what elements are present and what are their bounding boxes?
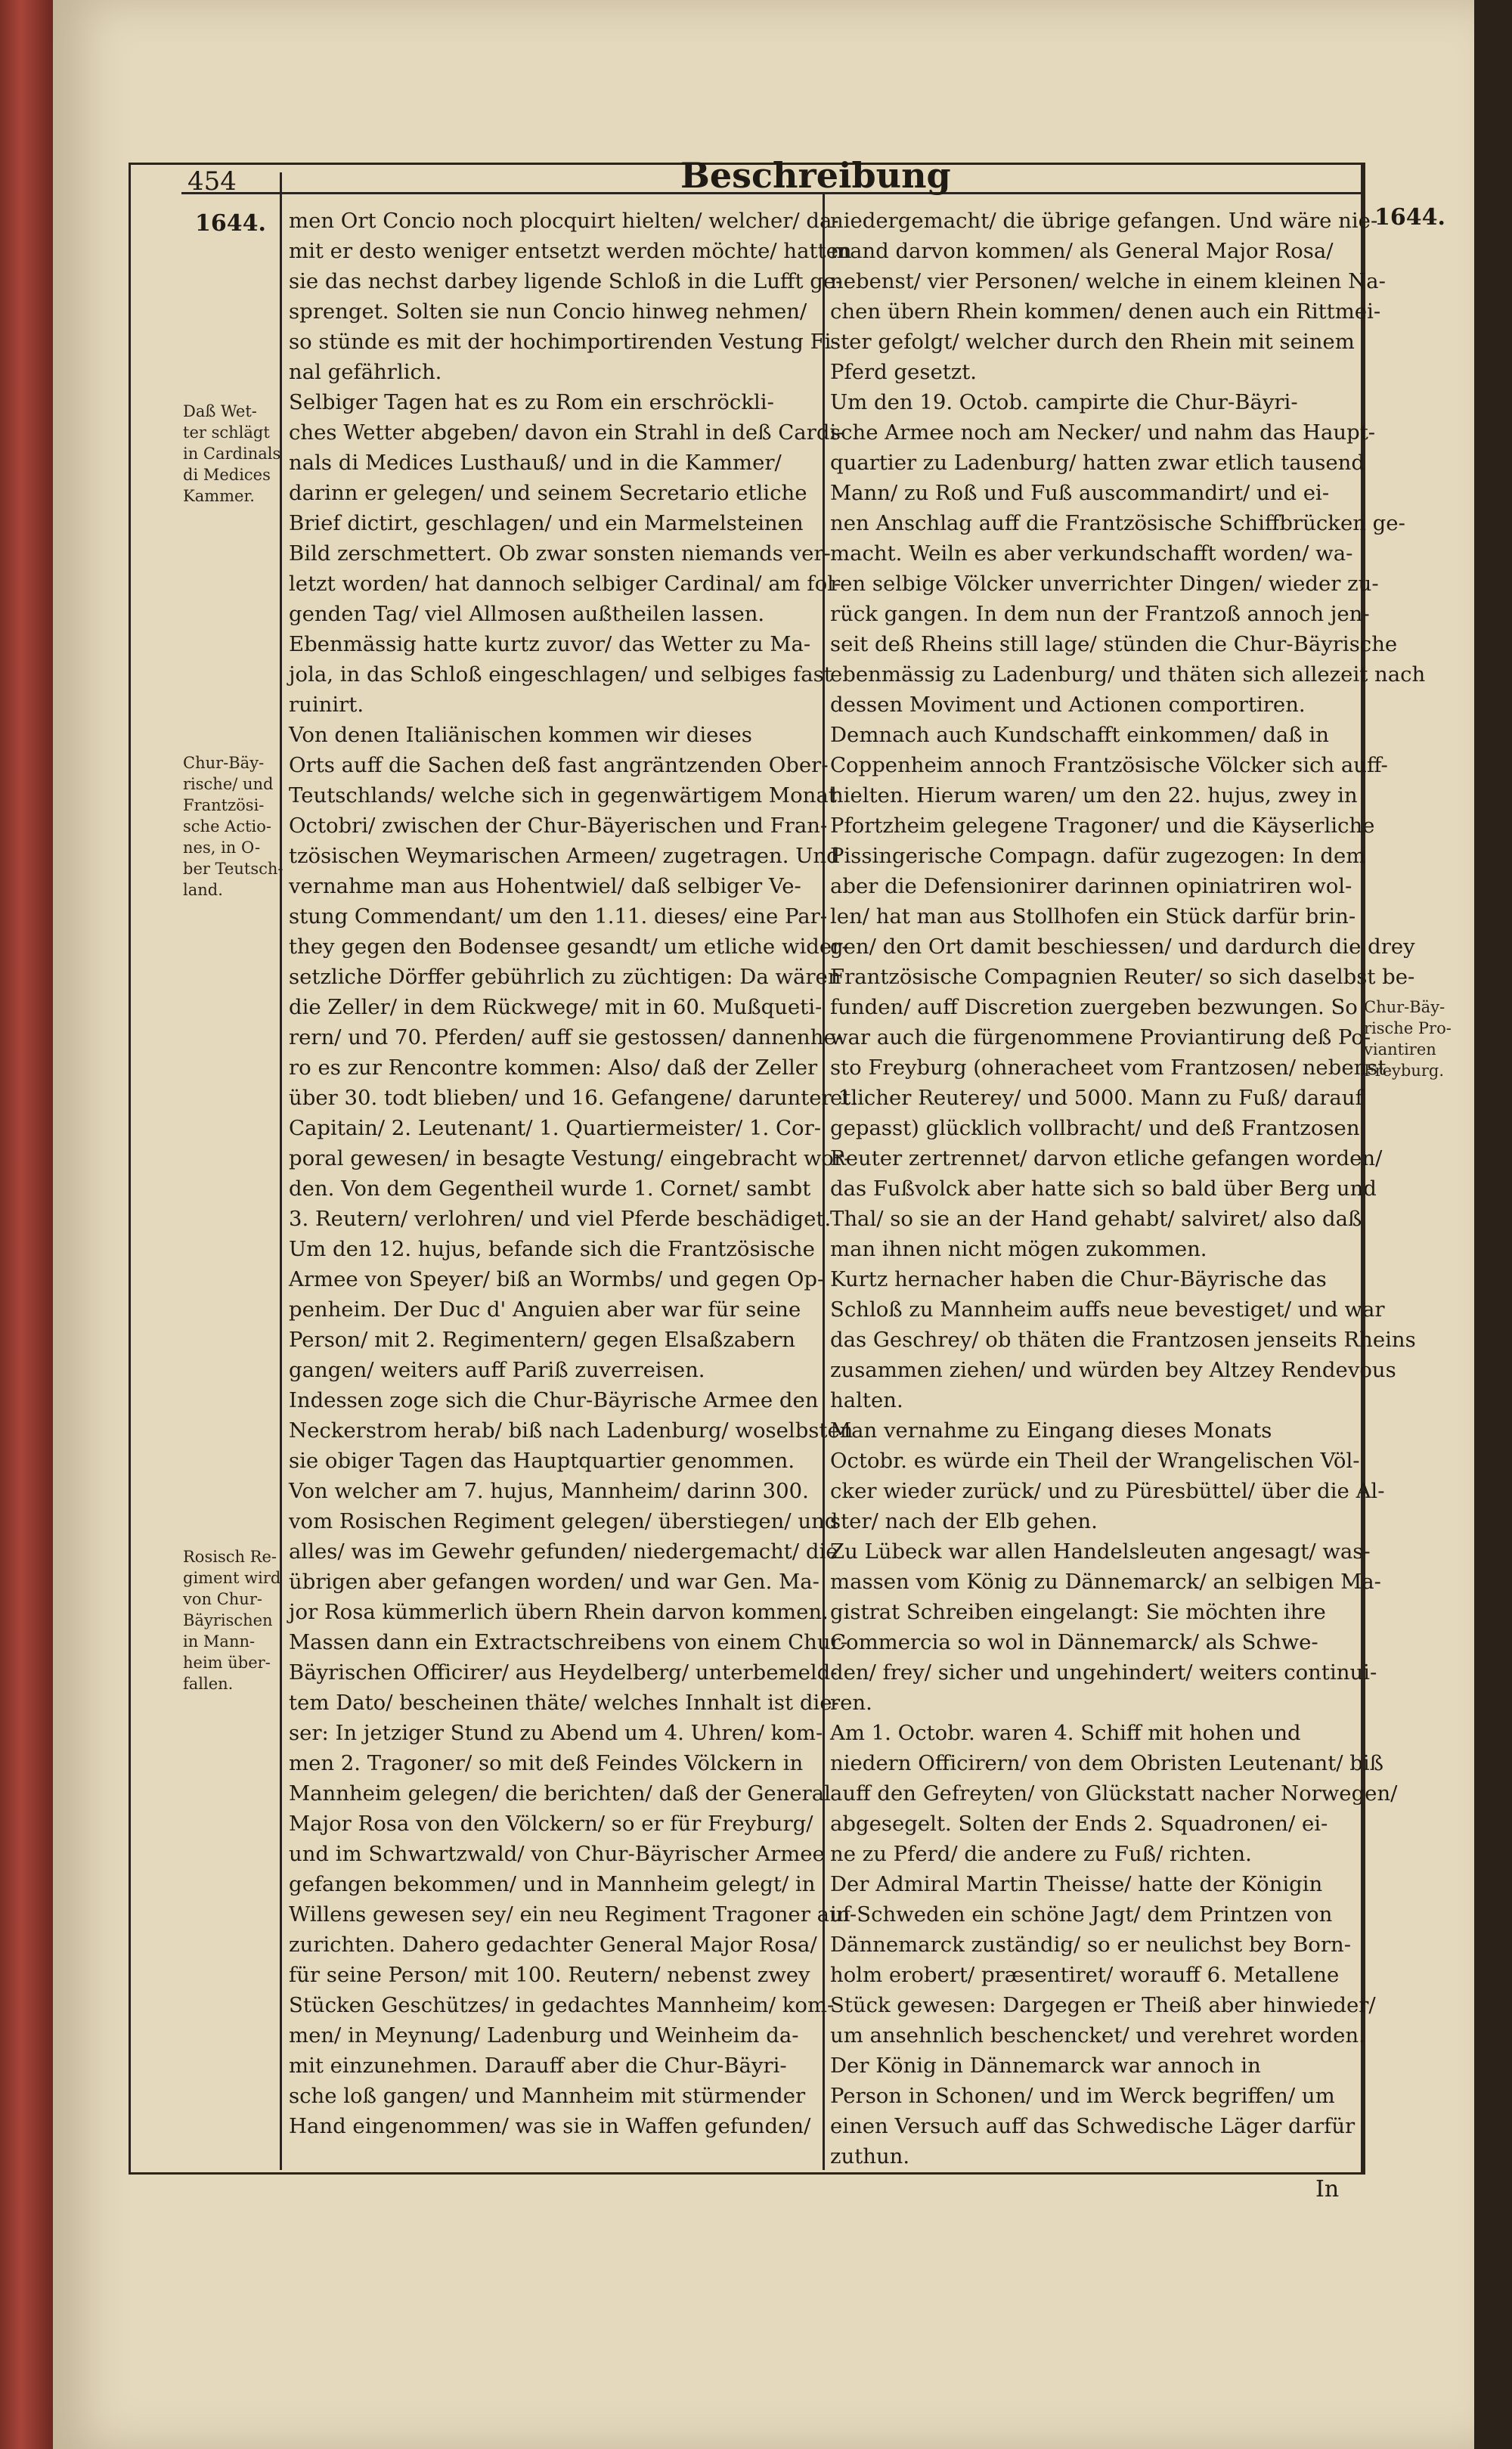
text-line: 3. Reutern/ verlohren/ und viel Pferde beschädiget. [289, 1207, 832, 1231]
text-line: Bild zerschmettert. Ob zwar sonsten niemands ver- [289, 541, 831, 566]
text-line: sie das nechst darbey ligende Schloß in die Lufft ge- [289, 269, 843, 293]
text-line: Pissingerische Compagn. dafür zugezogen: In dem [830, 844, 1366, 868]
text-line: darinn er gelegen/ und seinem Secretario etliche [289, 481, 807, 505]
text-line: len/ hat man aus Stollhofen ein Stück darfür brin- [830, 904, 1356, 928]
text-line: das Fußvolck aber hatte sich so bald über Berg und [830, 1176, 1377, 1201]
book-spine-edge [0, 0, 53, 2449]
text-line: rern/ und 70. Pferden/ auff sie gestossen/ dannenhe- [289, 1025, 844, 1049]
text-line: Teutschlands/ welche sich in gegenwärtigem Monat [289, 783, 837, 808]
text-line: Massen dann ein Extractschreibens von einem Chur- [289, 1630, 848, 1654]
text-line: sche Armee noch am Necker/ und nahm das Haupt- [830, 420, 1376, 445]
text-line: Schloß zu Mannheim auffs neue bevestiget/ und war [830, 1297, 1385, 1322]
text-line: in Schweden ein schöne Jagt/ dem Printzen von [830, 1902, 1333, 1927]
text-line: Thal/ so sie an der Hand gehabt/ salviret/ also daß [830, 1207, 1362, 1231]
margin-note-freyburg: Chur-Bäy- rische Pro- viantiren Freyburg. [1364, 998, 1452, 1080]
text-line: ebenmässig zu Ladenburg/ und thäten sich allezeit nach [830, 662, 1426, 687]
text-line: zuthun. [830, 2144, 910, 2168]
text-line: und im Schwartzwald/ von Chur-Bäyrischer Armee [289, 1842, 825, 1866]
text-line: nals di Medices Lusthauß/ und in die Kammer/ [289, 451, 782, 475]
text-line: penheim. Der Duc d' Anguien aber war für seine [289, 1297, 801, 1322]
text-line: gen/ den Ort damit beschiessen/ und dardurch die drey [830, 935, 1415, 959]
text-line: sprenget. Solten sie nun Concio hinweg nehmen/ [289, 299, 807, 324]
text-line: nen Anschlag auff die Frantzösische Schiffbrücken ge- [830, 511, 1405, 535]
text-line: Am 1. Octobr. waren 4. Schiff mit hohen und [830, 1721, 1301, 1745]
text-line: etlicher Reuterey/ und 5000. Mann zu Fuß/ darauf [830, 1086, 1363, 1110]
text-line: Von welcher am 7. hujus, Mannheim/ darinn 300. [289, 1479, 809, 1503]
text-line: ser: In jetziger Stund zu Abend um 4. Uhren/ kom- [289, 1721, 823, 1745]
text-line: seit deß Rheins still lage/ stünden die Chur-Bäyrische [830, 632, 1398, 656]
book-right-edge [1474, 0, 1512, 2449]
text-line: Ebenmässig hatte kurtz zuvor/ das Wetter zu Ma- [289, 632, 811, 656]
text-line: zusammen ziehen/ und würden bey Altzey Rendevous [830, 1358, 1396, 1382]
text-line: poral gewesen/ in besagte Vestung/ eingebracht wor- [289, 1146, 851, 1170]
text-line: ren. [830, 1691, 872, 1715]
text-line: hielten. Hierum waren/ um den 22. hujus, zwey in [830, 783, 1358, 808]
text-line: vom Rosischen Regiment gelegen/ überstiegen/ und [289, 1509, 838, 1533]
text-line: cker wieder zurück/ und zu Püresbüttel/ über die Al- [830, 1479, 1385, 1503]
text-line: Selbiger Tagen hat es zu Rom ein erschröckli- [289, 390, 774, 414]
text-line: Frantzösische Compagnien Reuter/ so sich daselbst be- [830, 965, 1415, 989]
text-line: den/ frey/ sicher und ungehindert/ weiters continui- [830, 1660, 1377, 1685]
text-line: nal gefährlich. [289, 360, 442, 384]
text-line: Von denen Italiänischen kommen wir dieses [289, 723, 752, 747]
text-line: mit er desto weniger entsetzt werden möchte/ hatten [289, 239, 852, 263]
text-line: men 2. Tragoner/ so mit deß Feindes Völckern in [289, 1751, 804, 1775]
running-title: Beschreibung [680, 155, 951, 196]
text-line: massen vom König zu Dännemarck/ an selbigen Ma- [830, 1570, 1381, 1594]
text-line: ster/ nach der Elb gehen. [830, 1509, 1098, 1533]
page-number: 454 [187, 166, 237, 197]
text-line: Indessen zoge sich die Chur-Bäyrische Armee den [289, 1388, 819, 1412]
text-line: sto Freyburg (ohneracheet vom Frantzosen/ nebenst [830, 1056, 1387, 1080]
text-line: niedergemacht/ die übrige gefangen. Und wäre nie- [830, 209, 1378, 233]
year-left: 1644. [195, 210, 266, 237]
text-line: über 30. todt blieben/ und 16. Gefangene/ darunter 1. [289, 1086, 858, 1110]
text-line: men Ort Concio noch plocquirt hielten/ welcher/ da- [289, 209, 839, 233]
text-line: gepasst) glücklich vollbracht/ und deß Frantzosen [830, 1116, 1360, 1140]
text-line: ren selbige Völcker unverrichter Dingen/ wieder zu- [830, 572, 1379, 596]
text-line: quartier zu Ladenburg/ hatten zwar etlich tausend [830, 451, 1365, 475]
text-line: Person/ mit 2. Regimentern/ gegen Elsaßzabern [289, 1328, 795, 1352]
text-line: mand darvon kommen/ als General Major Rosa/ [830, 239, 1334, 263]
text-line: Hand eingenommen/ was sie in Waffen gefunden/ [289, 2114, 811, 2138]
text-line: zurichten. Dahero gedachter General Major Rosa/ [289, 1933, 817, 1957]
text-line: jor Rosa kümmerlich übern Rhein darvon kommen. [289, 1600, 829, 1624]
text-line: Reuter zertrennet/ darvon etliche gefangen worden/ [830, 1146, 1383, 1170]
text-line: übrigen aber gefangen worden/ und war Gen. Ma- [289, 1570, 820, 1594]
text-line: Capitain/ 2. Leutenant/ 1. Quartiermeister/ 1. Cor- [289, 1116, 822, 1140]
text-line: Mann/ zu Roß und Fuß auscommandirt/ und ei- [830, 481, 1330, 505]
text-line: funden/ auff Discretion zuergeben bezwungen. So [830, 995, 1358, 1019]
text-line: Octobri/ zwischen der Chur-Bäyerischen und Fran- [289, 814, 828, 838]
text-line: Mannheim gelegen/ die berichten/ daß der General [289, 1781, 831, 1806]
text-line: tem Dato/ bescheinen thäte/ welches Innhalt ist die- [289, 1691, 839, 1715]
text-line: das Geschrey/ ob thäten die Frantzosen jenseits Rheins [830, 1328, 1416, 1352]
text-line: setzliche Dörffer gebührlich zu züchtigen: Da wären [289, 965, 841, 989]
text-line: tzösischen Weymarischen Armeen/ zugetragen. Und [289, 844, 840, 868]
text-line: ches Wetter abgeben/ davon ein Strahl in deß Cardi- [289, 420, 844, 445]
text-line: ruinirt. [289, 693, 364, 717]
text-line: vernahme man aus Hohentwiel/ daß selbiger Ve- [289, 874, 801, 898]
text-line: ro es zur Rencontre kommen: Also/ daß der Zeller [289, 1056, 818, 1080]
left-column [289, 206, 858, 2141]
text-line: auff den Gefreyten/ von Glückstatt nacher Norwegen/ [830, 1781, 1398, 1806]
text-line: Commercia so wol in Dännemarck/ als Schwe- [830, 1630, 1318, 1654]
text-line: letzt worden/ hat dannoch selbiger Cardinal/ am fol- [289, 572, 841, 596]
text-line: Kurtz hernacher haben die Chur-Bäyrische das [830, 1267, 1327, 1291]
text-line: Zu Lübeck war allen Handelsleuten angesagt/ was- [830, 1539, 1371, 1564]
text-line: Brief dictirt, geschlagen/ und ein Marmelsteinen [289, 511, 804, 535]
text-line: gefangen bekommen/ und in Mannheim gelegt/ in [289, 1872, 816, 1896]
text-line: um ansehnlich beschencket/ und verehret worden. [830, 2023, 1365, 2048]
text-line: men/ in Meynung/ Ladenburg und Weinheim da- [289, 2023, 799, 2048]
text-line: they gegen den Bodensee gesandt/ um etliche wider- [289, 935, 849, 959]
text-line: halten. [830, 1388, 903, 1412]
text-line: holm erobert/ præsentiret/ worauff 6. Metallene [830, 1963, 1340, 1987]
text-line: Der König in Dännemarck war annoch in [830, 2054, 1261, 2078]
text-line: man ihnen nicht mögen zukommen. [830, 1237, 1207, 1261]
text-line: Um den 12. hujus, befande sich die Frantzösische [289, 1237, 815, 1261]
text-line: Major Rosa von den Völckern/ so er für Freyburg/ [289, 1812, 813, 1836]
text-line: Willens gewesen sey/ ein neu Regiment Tragoner auf- [289, 1902, 857, 1927]
text-line: Stücken Geschützes/ in gedachtes Mannheim/ kom- [289, 1993, 835, 2017]
text-line: einen Versuch auff das Schwedische Läger darfür [830, 2114, 1356, 2138]
text-line: Pfortzheim gelegene Tragoner/ und die Käyserliche [830, 814, 1375, 838]
text-line: die Zeller/ in dem Rückwege/ mit in 60. Mußqueti- [289, 995, 823, 1019]
text-line: Orts auff die Sachen deß fast angräntzenden Ober- [289, 753, 829, 777]
text-line: ster gefolgt/ welcher durch den Rhein mit seinem [830, 330, 1355, 354]
text-line: niedern Officirern/ von dem Obristen Leutenant/ biß [830, 1751, 1384, 1775]
text-line: jola, in das Schloß eingeschlagen/ und selbiges fast [289, 662, 832, 687]
text-line: mit einzunehmen. Darauff aber die Chur-Bäyri- [289, 2054, 787, 2078]
text-line: Pferd gesetzt. [830, 360, 978, 384]
text-line: Der Admiral Martin Theisse/ hatte der Königin [830, 1872, 1323, 1896]
text-line: chen übern Rhein kommen/ denen auch ein Rittmei- [830, 299, 1381, 324]
text-line: Man vernahme zu Eingang dieses Monats [830, 1418, 1272, 1443]
text-line: Neckerstrom herab/ biß nach Ladenburg/ woselbsten [289, 1418, 854, 1443]
text-line: stung Commendant/ um den 1.11. dieses/ eine Par- [289, 904, 828, 928]
text-line: so stünde es mit der hochimportirenden Vestung Fi- [289, 330, 838, 354]
text-line: gistrat Schreiben eingelangt: Sie möchten ihre [830, 1600, 1326, 1624]
text-line: gangen/ weiters auff Pariß zuverreisen. [289, 1358, 705, 1382]
column-rule [823, 192, 825, 2170]
text-line: Um den 19. Octob. campirte die Chur-Bäyri- [830, 390, 1298, 414]
text-line: aber die Defensionirer darinnen opiniatriren wol- [830, 874, 1352, 898]
text-line: Demnach auch Kundschafft einkommen/ daß in [830, 723, 1329, 747]
text-line: abgesegelt. Solten der Ends 2. Squadronen/ ei- [830, 1812, 1328, 1836]
text-line: Bäyrischen Officirer/ aus Heydelberg/ unterbemeld- [289, 1660, 838, 1685]
text-line: Dännemarck zuständig/ so er neulichst bey Born- [830, 1933, 1351, 1957]
catchword: In [1315, 2176, 1340, 2203]
year-right: 1644. [1374, 204, 1445, 231]
margin-note-rosa: Rosisch Re- giment wird von Chur- Bäyrischen in Mann- heim über- fallen. [183, 1548, 281, 1693]
text-line: nebenst/ vier Personen/ welche in einem kleinen Na- [830, 269, 1386, 293]
text-line: Octobr. es würde ein Theil der Wrangelischen Völ- [830, 1449, 1360, 1473]
text-line: dessen Moviment und Actionen comportiren. [830, 693, 1306, 717]
text-line: genden Tag/ viel Allmosen außtheilen lassen. [289, 602, 765, 626]
text-line: rück gangen. In dem nun der Frantzoß annoch jen- [830, 602, 1370, 626]
text-line: Armee von Speyer/ biß an Wormbs/ und gegen Op- [289, 1267, 825, 1291]
text-line: den. Von dem Gegentheil wurde 1. Cornet/ sambt [289, 1176, 811, 1201]
margin-note-lightning: Daß Wet- ter schlägt in Cardinals di Medices Kammer. [183, 402, 281, 505]
text-line: macht. Weiln es aber verkundschafft worden/ wa- [830, 541, 1353, 566]
text-line: ne zu Pferd/ die andere zu Fuß/ richten. [830, 1842, 1252, 1866]
text-line: war auch die fürgenommene Proviantirung deß Po- [830, 1025, 1371, 1049]
text-line: Person in Schonen/ und im Werck begriffen/ um [830, 2084, 1335, 2108]
margin-note-armies: Chur-Bäy- rische/ und Frantzösi- sche Actio- nes, in O- ber Teutsch- land. [183, 754, 284, 899]
text-line: alles/ was im Gewehr gefunden/ niedergemacht/ die [289, 1539, 838, 1564]
text-line: für seine Person/ mit 100. Reutern/ nebenst zwey [289, 1963, 810, 1987]
text-line: sie obiger Tagen das Hauptquartier genommen. [289, 1449, 795, 1473]
text-line: sche loß gangen/ und Mannheim mit stürmender [289, 2084, 806, 2108]
text-line: Coppenheim annoch Frantzösische Völcker sich auff- [830, 753, 1388, 777]
text-line: Stück gewesen: Dargegen er Theiß aber hinwieder/ [830, 1993, 1376, 2017]
